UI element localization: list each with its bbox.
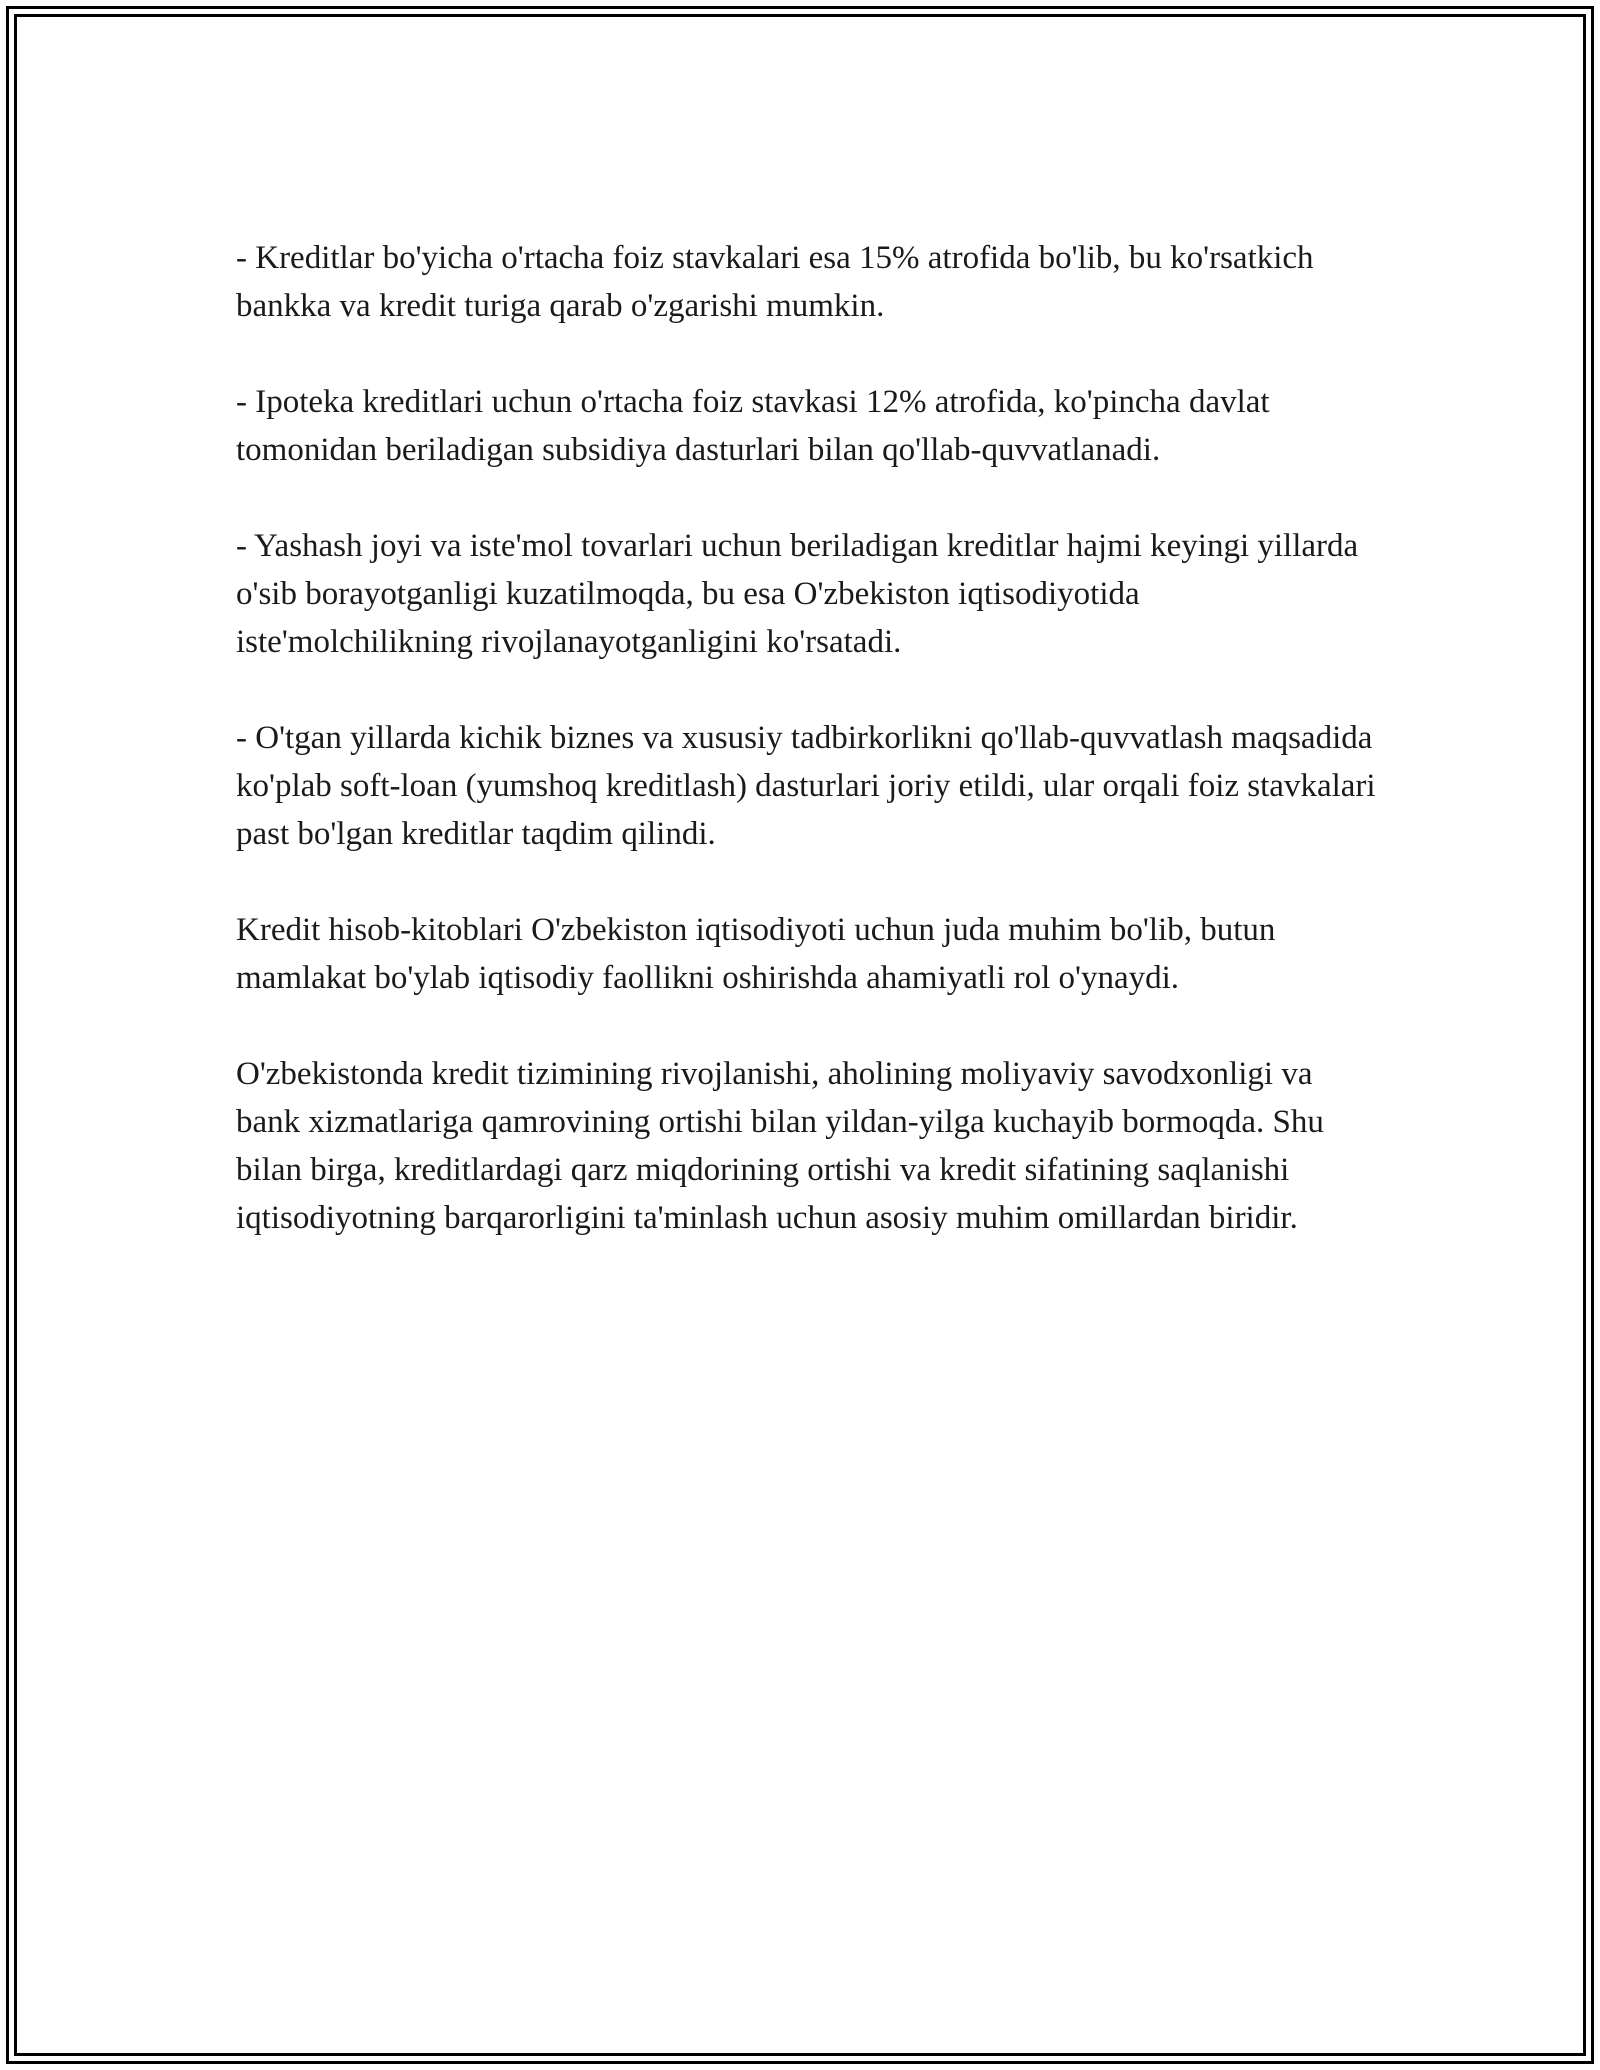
paragraph-interest-rates: - Kreditlar bo'yicha o'rtacha foiz stavkalari esa 15% atrofida bo'lib, bu ko'rsatkich bankka va kredit turiga qarab o'zgarishi mumkin. (236, 240, 1314, 324)
paragraph-credit-system-development: O'zbekistonda kredit tizimining rivojlanishi, aholining moliyaviy savodxonligi va bank xizmatlariga qamrovining ortishi bilan yildan-yilga kuchayib bormoqda. Shu bilan birga, kreditlardagi qarz miqdorining ortishi va kredit sifatining saqlanishi iqtisodiyotning barqarorligini ta'minlash uchun asosiy muhim omillardan biridir. (236, 1056, 1324, 1236)
paragraph-consumer-loans: - Yashash joyi va iste'mol tovarlari uchun beriladigan kreditlar hajmi keyingi yillarda o'sib borayotganligi kuzatilmoqda, bu esa O'zbekiston iqtisodiyotida iste'molchilikning rivojlanayotganligini ko'rsatadi. (236, 528, 1359, 660)
paragraph-mortgage: - Ipoteka kreditlari uchun o'rtacha foiz stavkasi 12% atrofida, ko'pincha davlat tomonidan beriladigan subsidiya dasturlari bilan qo'llab-quvvatlanadi. (236, 384, 1270, 468)
document-body (236, 234, 1376, 1290)
paragraph-credit-importance: Kredit hisob-kitoblari O'zbekiston iqtisodiyoti uchun juda muhim bo'lib, butun mamlakat bo'ylab iqtisodiy faollikni oshirishda ahamiyatli rol o'ynaydi. (236, 912, 1276, 996)
paragraph-soft-loans: - O'tgan yillarda kichik biznes va xususiy tadbirkorlikni qo'llab-quvvatlash maqsadida ko'plab soft-loan (yumshoq kreditlash) dasturlari joriy etildi, ular orqali foiz stavkalari past bo'lgan kreditlar taqdim qilindi. (236, 720, 1376, 852)
